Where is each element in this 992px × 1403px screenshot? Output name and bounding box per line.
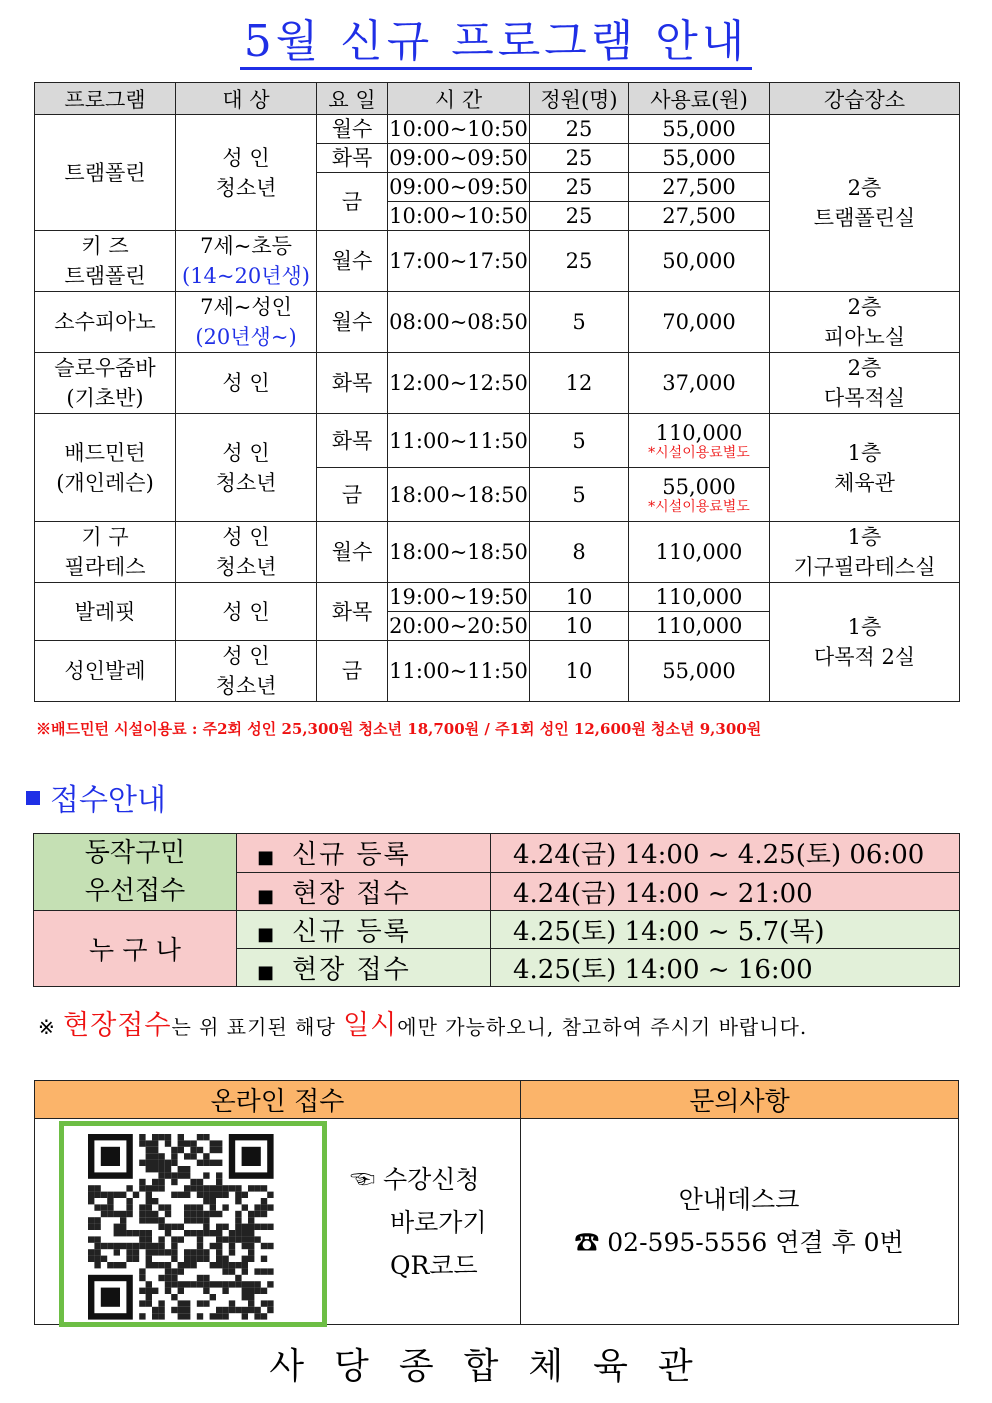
qr-caption: ☜ 수강신청 바로가기 QR코드 <box>350 1165 487 1280</box>
bullet-icon: ■ <box>257 924 277 945</box>
program-target: 7세~성인 (20년생~) <box>176 292 317 353</box>
program-place: 1층 다목적 2실 <box>770 583 960 702</box>
program-name: 배드민턴 (개인레슨) <box>35 414 176 522</box>
program-fee: 70,000 <box>629 292 770 353</box>
program-day: 금 <box>317 468 388 522</box>
program-capacity: 5 <box>530 414 629 468</box>
program-capacity: 25 <box>530 115 629 144</box>
registration-label: ■ 현장 접수 <box>237 872 491 911</box>
program-capacity: 12 <box>530 353 629 414</box>
table-row <box>35 292 960 353</box>
bullet-icon: ■ <box>257 885 277 907</box>
program-target: 성 인 청소년 <box>176 115 317 231</box>
table-row <box>34 834 960 873</box>
program-time: 10:00~10:50 <box>388 202 530 231</box>
info-desk: 안내데스크 <box>678 1185 800 1214</box>
phone-number[interactable]: 02-595-5556 연결 후 0번 <box>607 1228 904 1257</box>
badminton-fee-note: ※배드민턴 시설이용료 : 주2회 성인 25,300원 청소년 18,700원 / 주1회 성인 12,600원 청소년 9,300원 <box>36 720 762 738</box>
program-time: 09:00~09:50 <box>388 173 530 202</box>
program-place: 2층 피아노실 <box>770 292 960 353</box>
group-residents: 동작구민 우선접수 <box>34 834 237 911</box>
registration-label: ■ 신규 등록 <box>237 834 491 873</box>
program-fee: 55,000 *시설이용료별도 <box>629 468 770 522</box>
program-fee: 110,000 *시설이용료별도 <box>629 414 770 468</box>
table-row <box>34 911 960 949</box>
fee-note: *시설이용료별도 <box>648 444 750 461</box>
program-name: 트램폴린 <box>35 115 176 231</box>
registration-label: ■ 신규 등록 <box>237 911 491 949</box>
program-name: 슬로우줌바 (기초반) <box>35 353 176 414</box>
inquiry-info <box>520 1178 958 1264</box>
registration-label: ■ 현장 접수 <box>237 949 491 987</box>
program-time: 11:00~11:50 <box>388 641 530 702</box>
phone-icon: ☎ <box>574 1228 600 1257</box>
table-row <box>35 522 960 583</box>
program-name: 발레핏 <box>35 583 176 641</box>
registration-period: 4.25(토) 14:00 ~ 16:00 <box>491 949 960 987</box>
program-time: 20:00~20:50 <box>388 612 530 641</box>
program-place: 2층 트램폴린실 <box>770 115 960 292</box>
header-program: 프로그램 <box>35 83 176 115</box>
program-capacity: 5 <box>530 468 629 522</box>
program-target: 성 인 <box>176 353 317 414</box>
program-time: 18:00~18:50 <box>388 468 530 522</box>
program-target: 성 인 청소년 <box>176 414 317 522</box>
table-row <box>35 414 960 468</box>
onsite-notice: ※ 현장접수는 위 표기된 해당 일시에만 가능하오니, 참고하여 주시기 바랍니다. <box>38 1010 808 1041</box>
qr-code[interactable] <box>59 1121 327 1327</box>
bullet-icon: ■ <box>257 962 277 983</box>
program-time: 09:00~09:50 <box>388 144 530 173</box>
program-place: 2층 다목적실 <box>770 353 960 414</box>
table-row <box>35 115 960 144</box>
square-bullet-icon <box>26 791 40 805</box>
program-day: 화목 <box>317 414 388 468</box>
table-row <box>35 353 960 414</box>
program-name: 소수피아노 <box>35 292 176 353</box>
program-day: 금 <box>317 173 388 231</box>
program-time: 18:00~18:50 <box>388 522 530 583</box>
group-everyone: 누 구 나 <box>34 911 237 987</box>
program-fee: 55,000 <box>629 144 770 173</box>
program-fee: 55,000 <box>629 115 770 144</box>
facility-name: 사당종합체육관 <box>269 1346 723 1387</box>
program-fee: 27,500 <box>629 202 770 231</box>
program-time: 10:00~10:50 <box>388 115 530 144</box>
program-day: 화목 <box>317 583 388 641</box>
program-time: 12:00~12:50 <box>388 353 530 414</box>
program-time: 11:00~11:50 <box>388 414 530 468</box>
header-target: 대 상 <box>176 83 317 115</box>
program-fee: 110,000 <box>629 583 770 612</box>
program-place: 1층 체육관 <box>770 414 960 522</box>
qr-code-image <box>64 1126 322 1322</box>
program-day: 화목 <box>317 353 388 414</box>
program-capacity: 10 <box>530 612 629 641</box>
program-target: 성 인 <box>176 583 317 641</box>
page-title: 5월 신규 프로그램 안내 <box>0 14 992 70</box>
program-day: 월수 <box>317 115 388 144</box>
program-fee: 50,000 <box>629 231 770 292</box>
program-fee: 37,000 <box>629 353 770 414</box>
inquiry-header: 문의사항 <box>521 1081 959 1119</box>
registration-period: 4.25(토) 14:00 ~ 5.7(목) <box>491 911 960 949</box>
table-header-row <box>35 83 960 115</box>
program-fee: 110,000 <box>629 612 770 641</box>
program-capacity: 25 <box>530 173 629 202</box>
program-day: 월수 <box>317 231 388 292</box>
header-fee: 사용료(원) <box>629 83 770 115</box>
header-day: 요 일 <box>317 83 388 115</box>
program-name: 기 구 필라테스 <box>35 522 176 583</box>
program-fee: 27,500 <box>629 173 770 202</box>
program-name: 성인발레 <box>35 641 176 702</box>
program-capacity: 5 <box>530 292 629 353</box>
program-capacity: 10 <box>530 583 629 612</box>
program-day: 금 <box>317 641 388 702</box>
program-target: 성 인 청소년 <box>176 641 317 702</box>
online-registration-header: 온라인 접수 <box>35 1081 521 1119</box>
program-capacity: 25 <box>530 144 629 173</box>
program-capacity: 8 <box>530 522 629 583</box>
header-capacity: 정원(명) <box>530 83 629 115</box>
registration-heading: 접수안내 <box>26 775 166 819</box>
program-capacity: 25 <box>530 231 629 292</box>
program-name: 키 즈 트램폴린 <box>35 231 176 292</box>
program-capacity: 25 <box>530 202 629 231</box>
program-capacity: 10 <box>530 641 629 702</box>
program-fee: 110,000 <box>629 522 770 583</box>
program-target: 성 인 청소년 <box>176 522 317 583</box>
registration-period: 4.24(금) 14:00 ~ 4.25(토) 06:00 <box>491 834 960 873</box>
program-day: 화목 <box>317 144 388 173</box>
hand-pointing-icon: ☜ <box>350 1165 376 1194</box>
program-day: 월수 <box>317 292 388 353</box>
program-time: 19:00~19:50 <box>388 583 530 612</box>
program-place: 1층 기구필라테스실 <box>770 522 960 583</box>
table-row <box>35 583 960 612</box>
program-table <box>34 82 960 702</box>
header-place: 강습장소 <box>770 83 960 115</box>
program-target: 7세~초등 (14~20년생) <box>176 231 317 292</box>
bullet-icon: ■ <box>257 847 277 869</box>
header-time: 시 간 <box>388 83 530 115</box>
program-time: 17:00~17:50 <box>388 231 530 292</box>
program-fee: 55,000 <box>629 641 770 702</box>
program-time: 08:00~08:50 <box>388 292 530 353</box>
fee-note: *시설이용료별도 <box>648 498 750 515</box>
registration-table <box>33 833 960 987</box>
registration-period: 4.24(금) 14:00 ~ 21:00 <box>491 872 960 911</box>
program-day: 월수 <box>317 522 388 583</box>
